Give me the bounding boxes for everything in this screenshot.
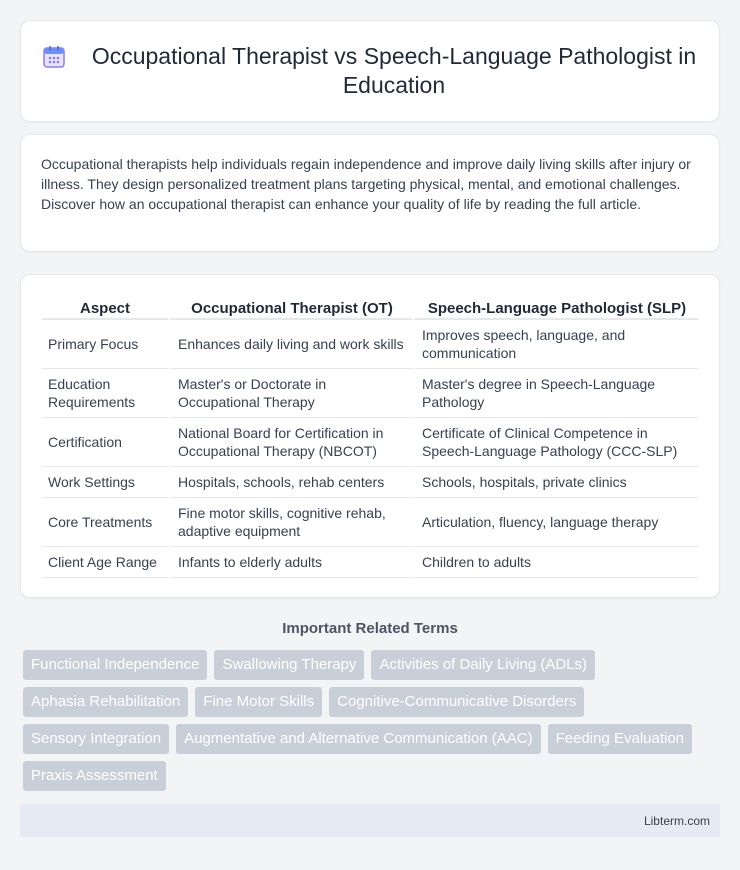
header-inner (41, 42, 699, 100)
intro-paragraph: Occupational therapists help individuals regain independence and improve daily living skills after injury or illness. They design personalized treatment plans targeting physical, mental, and emotional challenges. Discover how an occupational therapist can enhance your quality of life by reading the full article. (41, 156, 691, 212)
related-term-tag[interactable]: Sensory Integration (23, 724, 169, 754)
table-row (42, 320, 698, 369)
related-term-tag[interactable]: Activities of Daily Living (ADLs) (371, 650, 595, 680)
related-terms-list (20, 650, 720, 791)
related-term-tag[interactable]: Praxis Assessment (23, 761, 166, 791)
intro-card (20, 134, 720, 252)
table-cell-slp: Certificate of Clinical Competence in Speech-Language Pathology (CCC-SLP) (412, 418, 698, 467)
table-cell-slp: Master's degree in Speech-Language Pathology (412, 369, 698, 418)
column-header-ot: Occupational Therapist (OT) (168, 296, 412, 320)
related-term-tag[interactable]: Fine Motor Skills (195, 687, 322, 717)
table-cell-ot: Hospitals, schools, rehab centers (168, 467, 412, 498)
comparison-table (42, 296, 698, 578)
related-term-tag[interactable]: Cognitive-Communicative Disorders (329, 687, 584, 717)
table-cell-slp: Articulation, fluency, language therapy (412, 498, 698, 547)
table-cell-ot: Master's or Doctorate in Occupational Therapy (168, 369, 412, 418)
table-cell-slp: Schools, hospitals, private clinics (412, 467, 698, 498)
calendar-icon (41, 44, 67, 70)
related-term-tag[interactable]: Augmentative and Alternative Communication (AAC) (176, 724, 541, 754)
table-cell-aspect: Certification (42, 418, 168, 467)
column-header-aspect: Aspect (42, 296, 168, 320)
table-cell-slp: Children to adults (412, 547, 698, 578)
table-cell-ot: National Board for Certification in Occupational Therapy (NBCOT) (168, 418, 412, 467)
header-card (20, 20, 720, 122)
table-cell-ot: Fine motor skills, cognitive rehab, adaptive equipment (168, 498, 412, 547)
table-row (42, 369, 698, 418)
related-term-tag[interactable]: Feeding Evaluation (548, 724, 692, 754)
related-term-tag[interactable]: Swallowing Therapy (214, 650, 364, 680)
table-row (42, 418, 698, 467)
table-cell-aspect: Work Settings (42, 467, 168, 498)
related-terms-title: Important Related Terms (282, 620, 458, 637)
column-header-slp: Speech-Language Pathologist (SLP) (412, 296, 698, 320)
table-header-row (42, 296, 698, 320)
table-cell-ot: Enhances daily living and work skills (168, 320, 412, 369)
page-title: Occupational Therapist vs Speech-Language Pathologist in Education (91, 43, 697, 98)
footer-site-link[interactable]: Libterm.com (643, 813, 710, 828)
comparison-table-card (20, 274, 720, 598)
footer (20, 804, 720, 837)
table-row (42, 498, 698, 547)
table-row (42, 467, 698, 498)
related-term-tag[interactable]: Functional Independence (23, 650, 207, 680)
table-cell-aspect: Core Treatments (42, 498, 168, 547)
table-cell-slp: Improves speech, language, and communication (412, 320, 698, 369)
table-cell-aspect: Primary Focus (42, 320, 168, 369)
table-cell-ot: Infants to elderly adults (168, 547, 412, 578)
table-row (42, 547, 698, 578)
related-term-tag[interactable]: Aphasia Rehabilitation (23, 687, 188, 717)
table-cell-aspect: Education Requirements (42, 369, 168, 418)
table-cell-aspect: Client Age Range (42, 547, 168, 578)
